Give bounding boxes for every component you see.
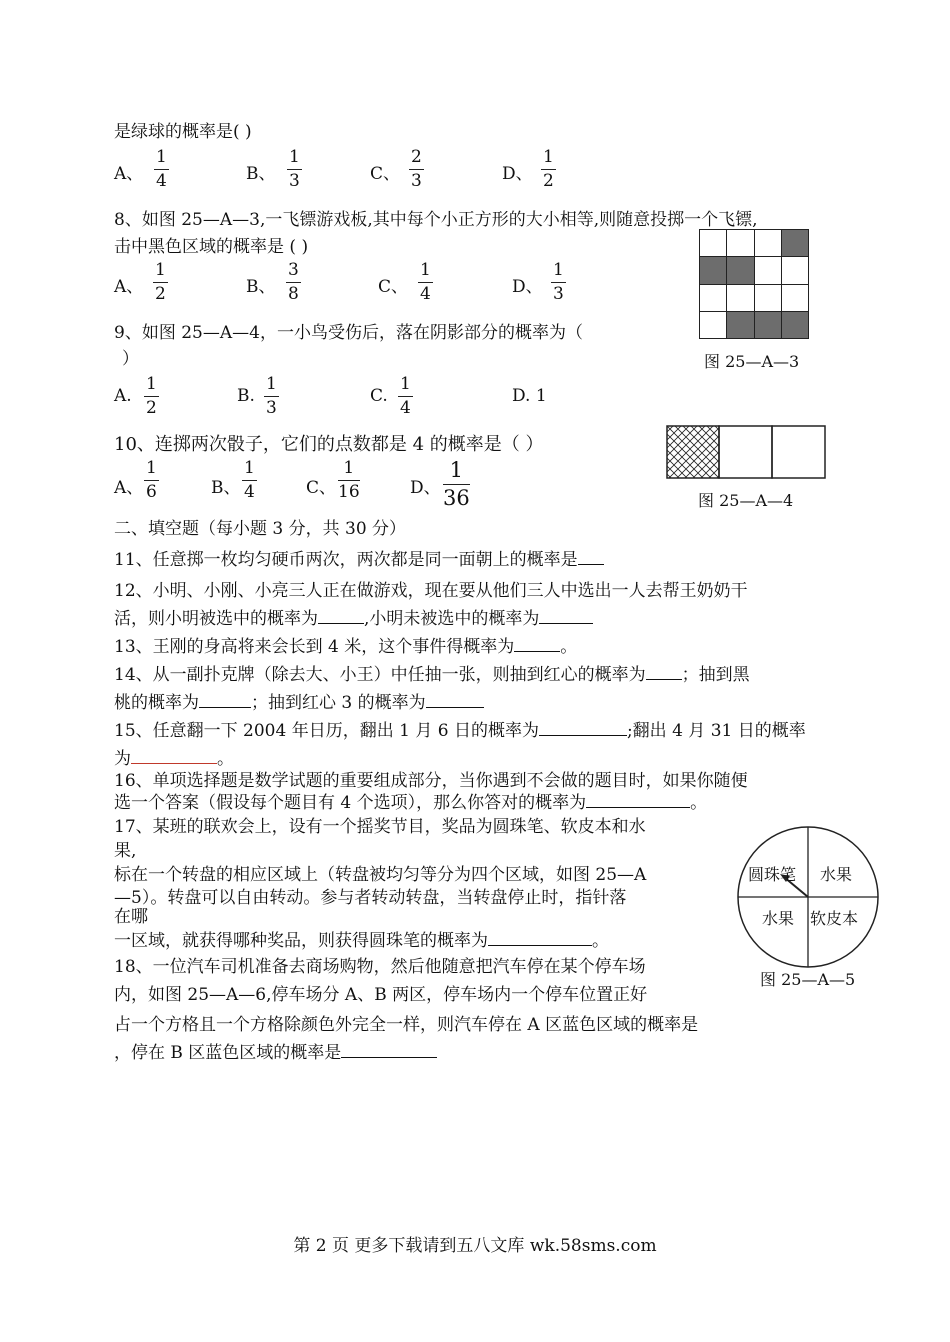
shaded-cell xyxy=(667,426,719,478)
answer-blank[interactable] xyxy=(586,805,690,808)
q17-line2: 果, xyxy=(114,841,137,861)
grid-cell-white xyxy=(699,311,727,339)
option-fraction: 1 4 xyxy=(244,458,255,502)
answer-blank[interactable] xyxy=(488,943,592,946)
q17-line6: 一区域，就获得哪种奖品，则获得圆珠笔的概率为 。 xyxy=(114,931,609,951)
q18-line4: ，停在 B 区蓝色区域的概率是 xyxy=(114,1038,437,1063)
q18-line3: 占一个方格且一个方格除颜色外完全一样，则汽车停在 A 区蓝色区域的概率是 xyxy=(114,1015,699,1035)
answer-blank[interactable] xyxy=(539,621,593,624)
q17-line5: 在哪 xyxy=(114,907,148,927)
option-label: A. xyxy=(114,386,132,406)
q9-line2: ） xyxy=(122,349,139,369)
grid-cell-white xyxy=(726,284,754,312)
grid-cell-black xyxy=(699,256,727,284)
option-fraction: 1 4 xyxy=(420,260,431,304)
q15-line2: 为 。 xyxy=(114,749,234,769)
q17-line3: 标在一个转盘的相应区域上（转盘被均匀等分为四个区域，如图 25—A xyxy=(114,865,647,885)
option-fraction: 1 6 xyxy=(146,458,157,502)
q14-line1: 14、从一副扑克牌（除去大、小王）中任抽一张，则抽到红心的概率为 ；抽到黑 xyxy=(114,665,750,685)
grid-cell-white xyxy=(781,256,809,284)
answer-blank[interactable] xyxy=(131,761,217,764)
q15-line1: 15、任意翻一下 2004 年日历，翻出 1 月 6 日的概率为 ;翻出 4 月 31 日的概率 xyxy=(114,721,806,741)
spinner-label-fruit-1: 水果 xyxy=(820,865,853,884)
grid-cell-white xyxy=(754,284,782,312)
q10-line1: 10、连掷两次骰子，它们的点数都是 4 的概率是（ ） xyxy=(114,434,544,455)
q14-line2: 桃的概率为 ；抽到红心 3 的概率为 xyxy=(114,688,484,713)
q9-option-d: D. 1 xyxy=(512,386,547,406)
q18-line2: 内，如图 25—A—6,停车场分 A、B 两区，停车场内一个停车位置正好 xyxy=(114,985,648,1005)
spinner-label-pen: 圆珠笔 xyxy=(748,865,797,884)
figure-dart-board-grid xyxy=(699,229,808,338)
grid-cell-black xyxy=(726,256,754,284)
option-fraction: 1 36 xyxy=(443,458,470,510)
grid-cell-white xyxy=(699,229,727,257)
q13: 13、王刚的身高将来会长到 4 米，这个事件得概率为 。 xyxy=(114,637,578,657)
q16-line1: 16、单项选择题是数学试题的重要组成部分，当你遇到不会做的题目时，如果你随便 xyxy=(114,771,748,791)
option-fraction: 1 3 xyxy=(553,260,564,304)
grid-cell-black xyxy=(726,311,754,339)
q16-line2: 选一个答案（假设每个题目有 4 个选项），那么你答对的概率为 。 xyxy=(114,793,708,813)
option-label: B、 xyxy=(246,277,276,297)
q17-line1: 17、某班的联欢会上，设有一个摇奖节目，奖品为圆珠笔、软皮本和水 xyxy=(114,817,646,837)
grid-cell-white xyxy=(781,284,809,312)
option-label: D、 xyxy=(410,478,441,498)
blank-cell xyxy=(719,426,772,478)
option-fraction: 1 16 xyxy=(338,458,360,502)
q17-line4: —5）。转盘可以自由转动。参与者转动转盘，当转盘停止时，指针落 xyxy=(114,888,627,908)
option-label: D、 xyxy=(502,164,533,184)
option-label: C、 xyxy=(306,478,337,498)
option-fraction: 1 4 xyxy=(400,374,411,418)
section-2-heading: 二、填空题（每小题 3 分，共 30 分） xyxy=(114,519,407,539)
answer-blank[interactable] xyxy=(646,677,682,680)
answer-blank[interactable] xyxy=(578,562,604,565)
option-fraction: 3 8 xyxy=(288,260,299,304)
answer-blank[interactable] xyxy=(318,621,364,624)
figure-3-caption: 图 25—A—3 xyxy=(704,352,800,371)
grid-cell-black xyxy=(781,229,809,257)
figure-5-caption: 图 25—A—5 xyxy=(760,970,856,989)
q12-line2: 活，则小明被选中的概率为 ,小明未被选中的概率为 xyxy=(114,604,593,629)
grid-cell-black xyxy=(781,311,809,339)
option-label: D、 xyxy=(512,277,543,297)
option-label: C、 xyxy=(370,164,401,184)
q7-tail: 是绿球的概率是( ) xyxy=(114,122,252,142)
option-fraction: 1 3 xyxy=(289,147,300,191)
option-label: B. xyxy=(237,386,255,406)
answer-blank[interactable] xyxy=(426,705,484,708)
grid-cell-white xyxy=(754,229,782,257)
grid-cell-white xyxy=(699,284,727,312)
answer-blank[interactable] xyxy=(341,1055,437,1058)
answer-blank[interactable] xyxy=(539,733,627,736)
answer-blank[interactable] xyxy=(514,649,560,652)
grid-cell-black xyxy=(754,311,782,339)
option-fraction: 1 2 xyxy=(543,147,554,191)
spinner-label-notebook: 软皮本 xyxy=(810,909,859,928)
q8-line1: 8、如图 25—A—3,一飞镖游戏板,其中每个小正方形的大小相等,则随意投掷一个飞镖, xyxy=(114,210,758,230)
option-fraction: 1 2 xyxy=(155,260,166,304)
q12-line1: 12、小明、小刚、小亮三人正在做游戏，现在要从他们三人中选出一人去帮王奶奶干 xyxy=(114,581,748,601)
answer-blank[interactable] xyxy=(199,705,251,708)
q9-line1: 9、如图 25—A—4，一小鸟受伤后，落在阴影部分的概率为（ xyxy=(114,323,583,343)
spinner-label-fruit-2: 水果 xyxy=(762,909,795,928)
grid-cell-white xyxy=(754,256,782,284)
option-fraction: 1 3 xyxy=(266,374,277,418)
option-label: C. xyxy=(370,386,388,406)
option-label: C、 xyxy=(378,277,409,297)
blank-cell xyxy=(772,426,825,478)
q11: 11、任意掷一枚均匀硬币两次，两次都是同一面朝上的概率是 xyxy=(114,545,604,570)
option-fraction: 2 3 xyxy=(411,147,422,191)
option-fraction: 1 4 xyxy=(156,147,167,191)
figure-4-caption: 图 25—A—4 xyxy=(698,491,794,510)
option-fraction: 1 2 xyxy=(146,374,157,418)
option-label: B、 xyxy=(211,478,241,498)
option-label: A、 xyxy=(114,164,144,184)
q8-line2: 击中黑色区域的概率是 ( ) xyxy=(114,237,309,257)
option-label: A、 xyxy=(114,478,144,498)
figure-bird-rectangle xyxy=(666,425,826,479)
q18-line1: 18、一位汽车司机准备去商场购物，然后他随意把汽车停在某个停车场 xyxy=(114,957,646,977)
grid-cell-white xyxy=(726,229,754,257)
option-label: B、 xyxy=(246,164,276,184)
page-footer: 第 2 页 更多下载请到五八文库 wk.58sms.com xyxy=(293,1236,657,1256)
figure-prize-spinner xyxy=(736,825,880,969)
option-label: A、 xyxy=(114,277,144,297)
